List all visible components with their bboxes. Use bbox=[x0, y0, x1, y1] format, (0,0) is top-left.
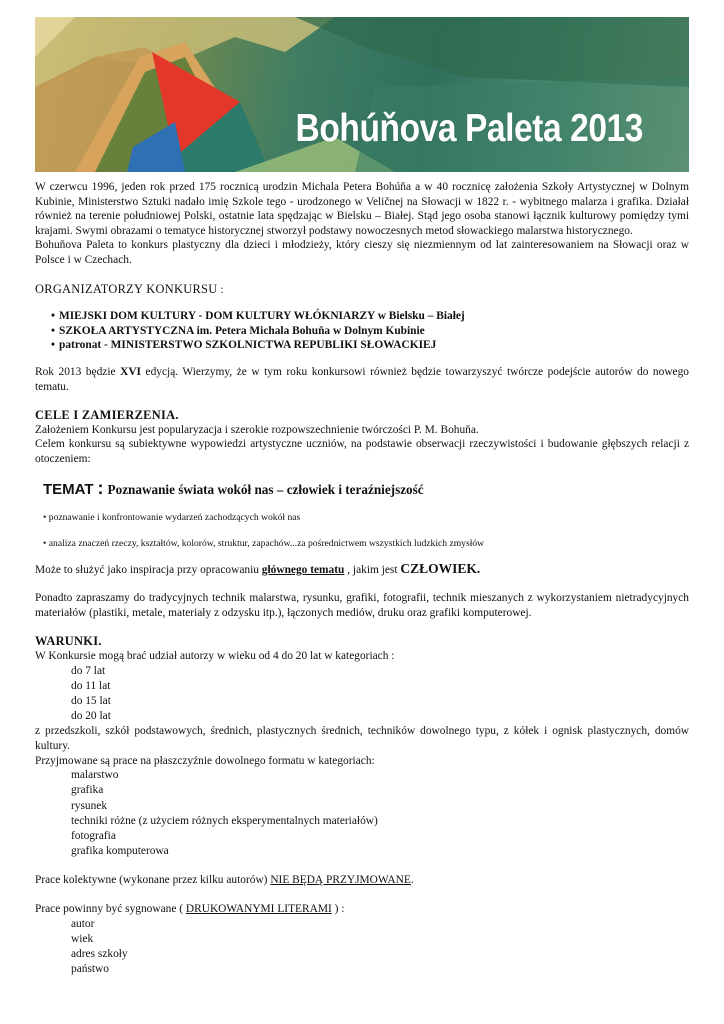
edition-paragraph: Rok 2013 będzie XVI edycją. Wierzymy, że w tym roku konkursowi również będzie towarzyszyć twórcze podejście autorów do nowego tematu. bbox=[35, 365, 689, 393]
bullet-icon: • bbox=[51, 339, 55, 352]
list-item: fotografia bbox=[71, 830, 116, 843]
inspiration-line: Może to służyć jako inspiracja przy opracowaniu głównego tematu , jakim jest CZŁOWIEK. bbox=[35, 560, 481, 576]
list-item: do 11 lat bbox=[71, 679, 111, 692]
list-item: państwo bbox=[71, 963, 109, 976]
list-item: adres szkoły bbox=[71, 948, 128, 961]
list-item: do 7 lat bbox=[71, 664, 106, 677]
bullet-icon: • bbox=[43, 511, 47, 523]
list-item: grafika komputerowa bbox=[71, 845, 169, 858]
conditions-heading: WARUNKI. bbox=[35, 634, 102, 649]
intro-paragraph: Bohuňova Paleta to konkurs plastyczny dla dzieci i młodzieży, który cieszy się niezmiennym od lat zainteresowaniem na Słowacji oraz w Polsce i w Czechach. bbox=[35, 239, 689, 266]
work-categories-list bbox=[71, 768, 689, 859]
list-item: techniki różne (z użyciem różnych eksperymentalnych materiałów) bbox=[71, 814, 378, 827]
banner-title: Bohúňova Paleta 2013 bbox=[295, 107, 643, 150]
list-item: do 15 lat bbox=[71, 695, 111, 708]
main-theme-link: głównego tematu bbox=[261, 563, 345, 576]
goals-line: Celem konkursu są subiektywne wypowiedzi artystyczne uczniów, na podstawie obserwacji rzeczywistości i budowanie głębszych relacji z otoczeniem: bbox=[35, 438, 689, 465]
list-item: do 20 lat bbox=[71, 710, 111, 723]
theme-bullet: • analiza znaczeń rzeczy, kształtów, kolorów, struktur, zapachów...za pośrednictwem wszystkich ludzkich zmysłów bbox=[43, 538, 485, 550]
header-banner bbox=[35, 17, 689, 172]
document-body bbox=[35, 180, 689, 977]
intro-paragraph: W czerwcu 1996, jeden rok przed 175 rocznicą urodzin Michala Petera Bohúňa a w 40 rocznicę założenia Szkoły Artystycznej w Dolnym Kubinie, Ministerstwo Sztuki nadało imię Szkole tego - urodzonego w Veličnej na Słowacji w 1822 r. - wybitnego malarza i grafika. Działał również na terenie południowej Polski, ostatnie lata spędzając w Bielsku – Białej. Stąd jego osoba stanowi łącznik kulturowy pomiędzy tymi krajami. Swymi obrazami o tematyce historycznej stworzył podstawy nowoczesnych metod słowackiego malarstwa historycznego. bbox=[35, 181, 689, 237]
group-works-line: Prace kolektywne (wykonane przez kilku autorów) NIE BĘDĄ PRZYJMOWANE. bbox=[35, 874, 414, 887]
list-item: rysunek bbox=[71, 799, 108, 812]
goals-heading: CELE I ZAMIERZENIA. bbox=[35, 408, 179, 423]
theme-line: TEMAT : Poznawanie świata wokół nas – człowiek i teraźniejszość bbox=[43, 477, 424, 498]
list-item: • MIEJSKI DOM KULTURY - DOM KULTURY WŁÓKNIARZY w Bielsku – Białej bbox=[51, 310, 465, 323]
schools-paragraph: z przedszkoli, szkół podstawowych, średnich, plastycznych średnich, techników dowolnego typu, z kółek i ognisk plastycznych, domów kultury. bbox=[35, 725, 689, 753]
list-item: • SZKOŁA ARTYSTYCZNA im. Petera Michala Bohuňa w Dolnym Kubinie bbox=[51, 324, 425, 337]
list-item: grafika bbox=[71, 784, 104, 797]
signature-fields-list bbox=[71, 917, 689, 978]
goals-line: Założeniem Konkursu jest popularyzacja i szerokie rozpowszechnienie twórczości P. M. Bohuňa. bbox=[35, 423, 479, 436]
list-item: malarstwo bbox=[71, 769, 119, 782]
format-intro: Przyjmowane są prace na płaszczyźnie dowolnego formatu w kategoriach: bbox=[35, 754, 375, 767]
age-intro: W Konkursie mogą brać udział autorzy w wieku od 4 do 20 lat w kategoriach : bbox=[35, 650, 395, 663]
organizers-list bbox=[51, 309, 689, 353]
not-accepted-notice: NIE BĘDĄ PRZYJMOWANE bbox=[270, 874, 411, 887]
signature-line: Prace powinny być sygnowane ( DRUKOWANYMI LITERAMI ) : bbox=[35, 903, 345, 916]
techniques-paragraph: Ponadto zapraszamy do tradycyjnych technik malarstwa, rysunku, grafiki, fotografii, technik mieszanych z wykorzystaniem nietradycyjnych materiałów (plastiki, metale, materiały z odzysku itp.), łączonych mediów, druku oraz grafiki komputerowej. bbox=[35, 592, 689, 619]
theme-bullet: • poznawanie i konfrontowanie wydarzeń zachodzących wokół nas bbox=[43, 511, 301, 523]
bullet-icon: • bbox=[43, 538, 47, 550]
list-item: autor bbox=[71, 917, 95, 930]
bullet-icon: • bbox=[51, 324, 55, 337]
bullet-icon: • bbox=[51, 310, 55, 323]
list-item: wiek bbox=[71, 932, 94, 945]
organizers-heading: ORGANIZATORZY KONKURSU : bbox=[35, 281, 224, 296]
capital-letters-notice: DRUKOWANYMI LITERAMI bbox=[185, 903, 332, 916]
list-item: • patronat - MINISTERSTWO SZKOLNICTWA REPUBLIKI SŁOWACKIEJ bbox=[51, 339, 437, 352]
age-categories-list bbox=[71, 664, 689, 725]
